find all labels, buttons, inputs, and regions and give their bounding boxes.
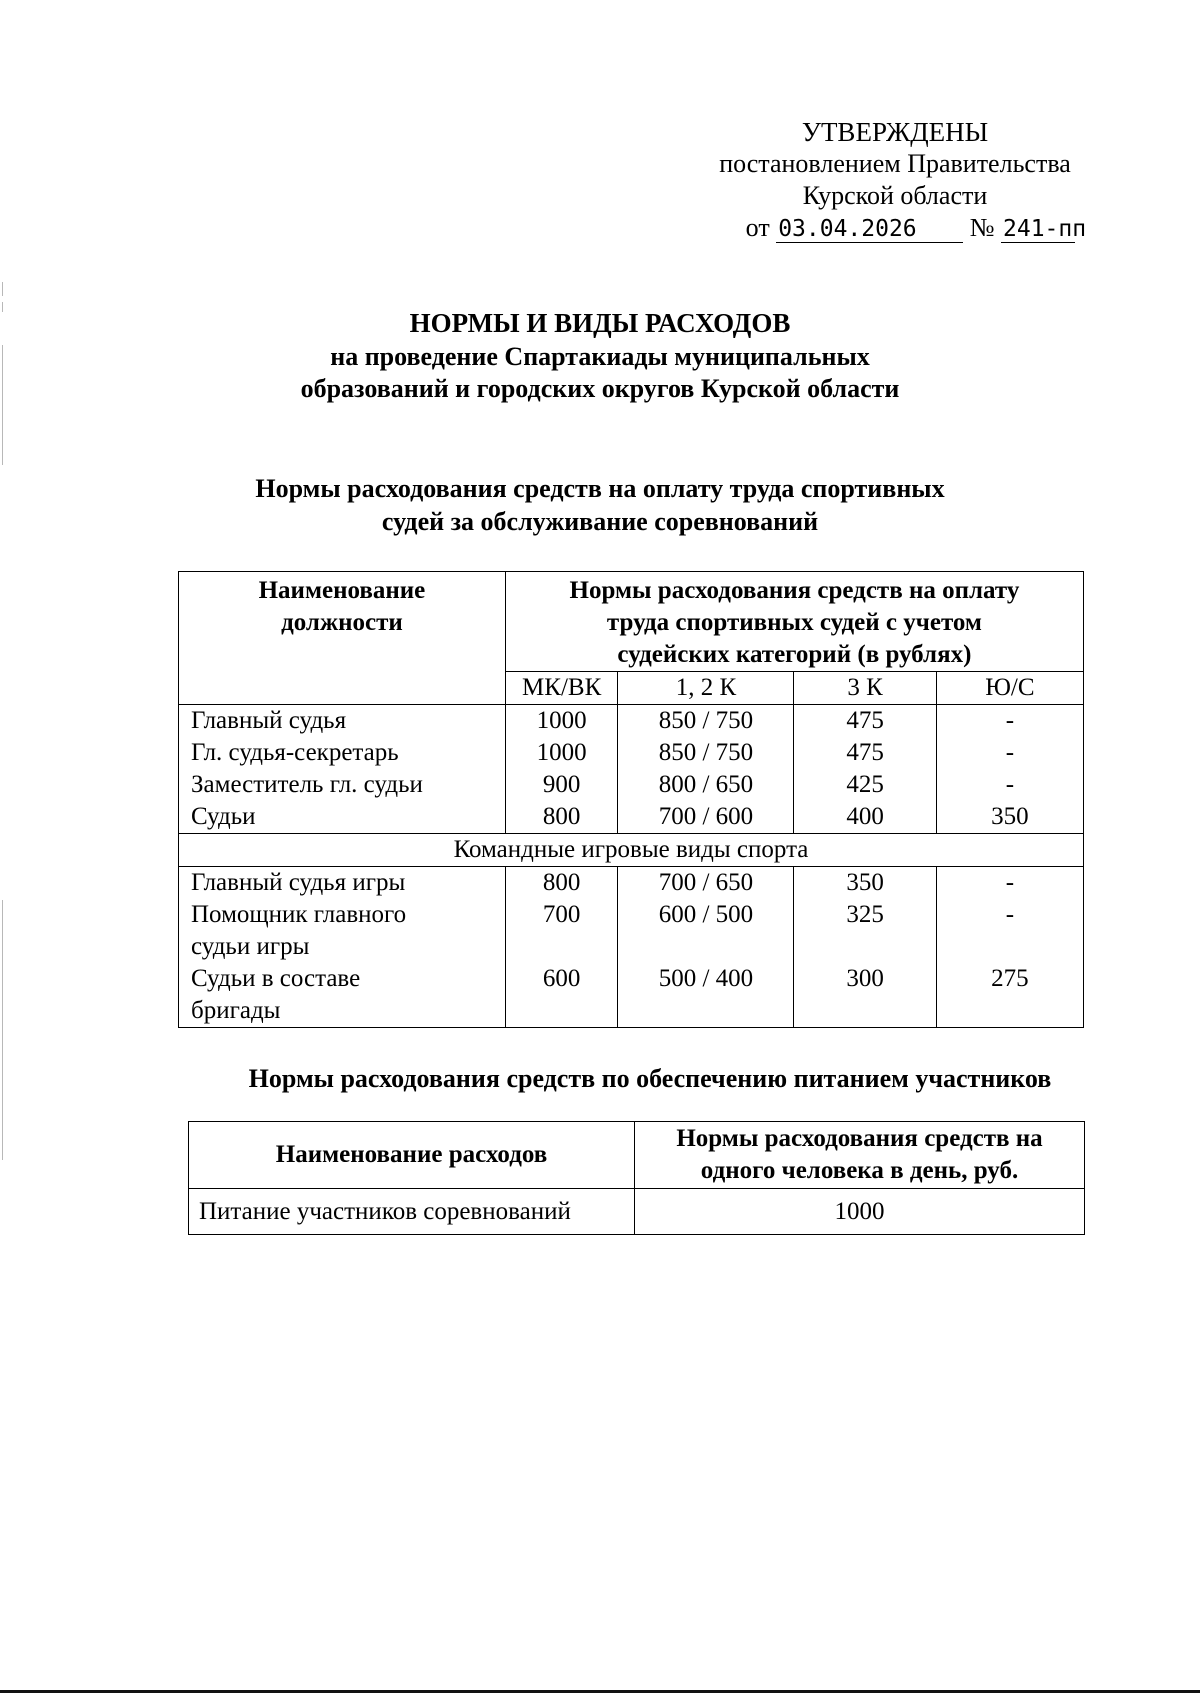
- header-norm-line-1: Нормы расходования средств на: [676, 1125, 1043, 1152]
- table-row: [189, 1189, 1085, 1235]
- subheader-mkvk: МК/ВК: [505, 672, 618, 705]
- subheader-3k: 3 К: [794, 672, 936, 705]
- food-norms-table: [188, 1121, 1085, 1235]
- scan-edge-bottom: [0, 1690, 1200, 1693]
- date-prefix: от: [745, 213, 770, 242]
- table-cell-mkvk: 1000: [536, 707, 587, 734]
- group-2-12k: [618, 867, 794, 1028]
- table-cell-spacer: [618, 995, 793, 1027]
- table-cell-mkvk: 1000: [536, 739, 587, 766]
- table-cell-mkvk: 800: [542, 803, 581, 830]
- document-title-line-2: на проведение Спартакиады муниципальных: [330, 342, 870, 371]
- scan-edge-mark: [2, 282, 3, 296]
- group-2-roles: [179, 867, 506, 1028]
- table-cell-spacer: [937, 995, 1083, 1027]
- table-row-group-1: [179, 705, 1084, 834]
- table-cell-us: 275: [991, 965, 1029, 992]
- scan-edge-mark: [2, 302, 3, 312]
- section-2-title: Нормы расходования средств по обеспечению питанием участников: [248, 1064, 1052, 1093]
- table-cell-us: 350: [991, 803, 1029, 830]
- table-header-row: [189, 1122, 1085, 1189]
- table-cell-1-2k: 800 / 650: [658, 771, 754, 798]
- section-1-title: [200, 472, 1000, 538]
- group-1-us: [936, 705, 1083, 834]
- date-value: 03.04.2026: [776, 216, 963, 243]
- approval-date-line: [690, 212, 1100, 244]
- header-norm-line-2: одного человека в день, руб.: [700, 1157, 1019, 1184]
- table-cell-3k: 300: [846, 965, 884, 992]
- table-cell-3k: 350: [846, 869, 884, 896]
- group-2-mkvk: [505, 867, 618, 1028]
- header-norms: [505, 572, 1083, 672]
- table-cell-3k: 475: [846, 707, 884, 734]
- scan-edge-mark: [2, 345, 3, 465]
- table-cell-spacer: [794, 931, 935, 963]
- header-role: [179, 572, 506, 705]
- table-cell-spacer: [937, 931, 1083, 963]
- header-expense-norm: [635, 1122, 1085, 1189]
- approval-title: УТВЕРЖДЕНЫ: [801, 117, 989, 147]
- table-cell-role: Заместитель гл. судьи: [191, 771, 423, 798]
- table-cell-1-2k: 500 / 400: [658, 965, 754, 992]
- header-role-line-1: Наименование: [258, 577, 426, 604]
- table-cell-us: -: [1005, 869, 1015, 896]
- approval-line-2: Курской области: [802, 181, 988, 210]
- table-cell-role: Гл. судья-секретарь: [191, 739, 399, 766]
- table-cell-mkvk: 800: [542, 869, 581, 896]
- table-cell-mkvk: 900: [542, 771, 581, 798]
- table-cell-role: бригады: [191, 997, 281, 1024]
- table-cell-mkvk: 600: [542, 965, 581, 992]
- group-1-mkvk: [505, 705, 618, 834]
- table-cell-1-2k: 850 / 750: [658, 707, 754, 734]
- group-2-label: Командные игровые виды спорта: [179, 834, 1084, 867]
- subheader-us: Ю/С: [936, 672, 1083, 705]
- header-norms-line-2: труда спортивных судей с учетом: [606, 609, 982, 636]
- table-cell-3k: 425: [846, 771, 884, 798]
- table-cell-us: -: [1005, 739, 1015, 766]
- table-cell-spacer: [618, 931, 793, 963]
- section-1-title-line-1: Нормы расходования средств на оплату труда спортивных: [255, 474, 945, 503]
- table-header-row: [179, 572, 1084, 672]
- number-prefix: №: [969, 213, 995, 242]
- table-cell-expense-value: 1000: [635, 1189, 1085, 1235]
- header-norms-line-3: судейских категорий (в рублях): [617, 641, 972, 668]
- scan-edge-mark: [2, 900, 3, 1160]
- table-cell-role: Главный судья игры: [191, 869, 406, 896]
- section-1-title-line-2: судей за обслуживание соревнований: [381, 507, 819, 536]
- number-value: 241-пп: [1003, 216, 1087, 242]
- table-cell-role: Судьи: [191, 803, 256, 830]
- header-expense-name: Наименование расходов: [189, 1122, 635, 1189]
- group-1-roles: [179, 705, 506, 834]
- table-cell-1-2k: 850 / 750: [658, 739, 754, 766]
- table-cell-spacer: [794, 995, 935, 1027]
- table-cell-role: судьи игры: [191, 933, 310, 960]
- table-cell-role: Помощник главного: [191, 901, 407, 928]
- table-cell-spacer: [506, 931, 618, 963]
- header-norms-line-1: Нормы расходования средств на оплату: [569, 577, 1020, 604]
- group-2-us: [936, 867, 1083, 1028]
- table-cell-mkvk: 700: [542, 901, 581, 928]
- approval-block: [690, 116, 1100, 244]
- document-title-line-3: образований и городских округов Курской области: [300, 374, 900, 403]
- table-cell-spacer: [506, 995, 618, 1027]
- table-cell-3k: 325: [846, 901, 884, 928]
- document-title-main: НОРМЫ И ВИДЫ РАСХОДОВ: [409, 308, 791, 338]
- subheader-1-2k: 1, 2 К: [618, 672, 794, 705]
- table-cell-us: -: [1005, 901, 1015, 928]
- document-title: [200, 307, 1000, 405]
- group-2-3k: [794, 867, 936, 1028]
- table-cell-role: Судьи в составе: [191, 965, 361, 992]
- referee-pay-table: [178, 571, 1084, 1028]
- header-role-line-2: должности: [281, 609, 403, 636]
- group-1-3k: [794, 705, 936, 834]
- approval-line-1: постановлением Правительства: [719, 149, 1071, 178]
- table-cell-3k: 400: [846, 803, 884, 830]
- table-cell-3k: 475: [846, 739, 884, 766]
- table-row-group-2: [179, 867, 1084, 1028]
- group-1-12k: [618, 705, 794, 834]
- table-cell-1-2k: 700 / 650: [658, 869, 754, 896]
- table-cell-1-2k: 600 / 500: [658, 901, 754, 928]
- table-cell-us: -: [1005, 707, 1015, 734]
- table-cell-expense-name: Питание участников соревнований: [189, 1189, 635, 1235]
- table-cell-1-2k: 700 / 600: [658, 803, 754, 830]
- table-group-label-row: [179, 834, 1084, 867]
- table-cell-role: Главный судья: [191, 707, 347, 734]
- table-cell-us: -: [1005, 771, 1015, 798]
